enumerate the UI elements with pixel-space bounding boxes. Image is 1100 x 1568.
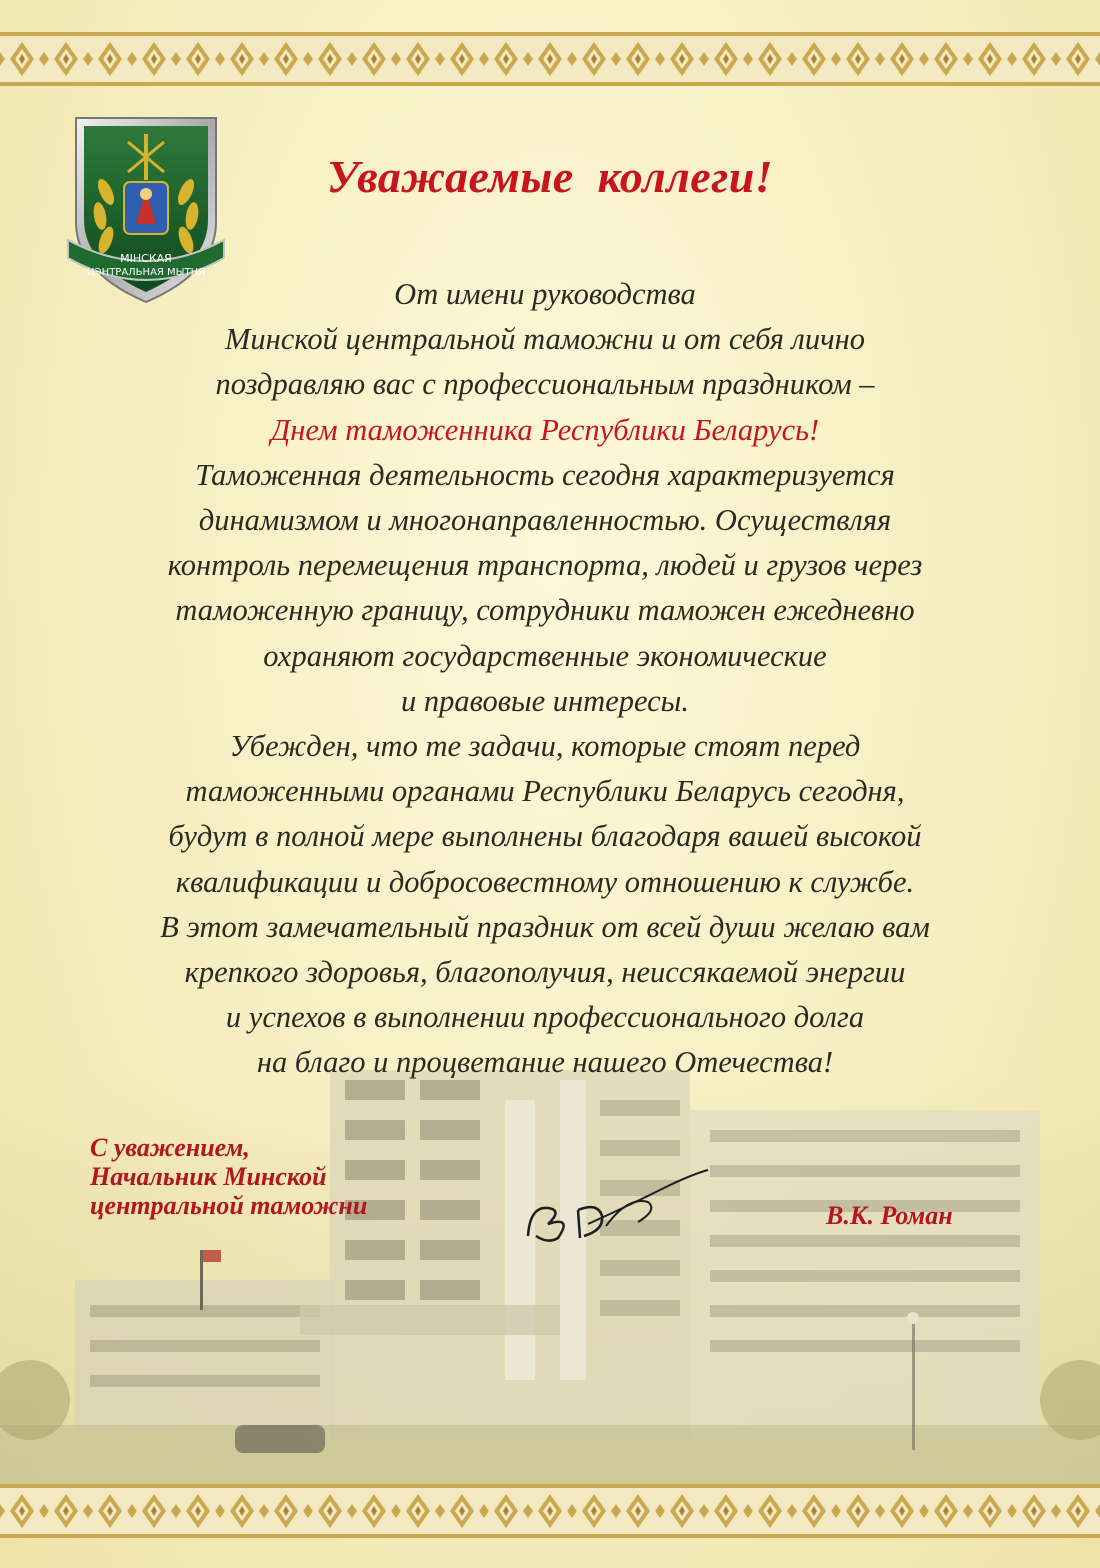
body-line: и правовые интересы. (401, 683, 689, 718)
letter-body (70, 272, 1020, 1086)
body-line: охраняют государственные экономические (263, 638, 827, 673)
body-line: Таможенная деятельность сегодня характеризуется (195, 457, 895, 492)
body-line: поздравляю вас с профессиональным праздником – (215, 367, 875, 402)
body-line: динамизмом и многонаправленностью. Осуществляя (198, 503, 892, 538)
holiday-name-line: Днем таможенника Республики Беларусь! (270, 412, 820, 447)
handwritten-signature (518, 1166, 718, 1246)
letter-title: Уважаемые коллеги! (326, 151, 774, 202)
svg-text:МІНСКАЯ: МІНСКАЯ (120, 252, 172, 265)
svg-text:ЦЭНТРАЛЬНАЯ МЫТНЯ: ЦЭНТРАЛЬНАЯ МЫТНЯ (86, 267, 206, 278)
body-line: контроль перемещения транспорта, людей и грузов через (167, 548, 923, 583)
body-line: квалификации и добросовестному отношению к службе. (175, 864, 915, 899)
closing-text: С уважением, (90, 1133, 250, 1162)
body-line: на благо и процветание нашего Отечества! (256, 1045, 834, 1080)
position-line: центральной таможни (90, 1191, 368, 1220)
body-line: Убежден, что те задачи, которые стоят перед (229, 729, 861, 764)
body-line: таможенную границу, сотрудники таможен ежедневно (175, 593, 915, 628)
body-line: От имени руководства (394, 277, 696, 311)
body-line: Минской центральной таможни и от себя лично (224, 322, 866, 357)
ornament-border-top (0, 32, 1100, 86)
body-line: и успехов в выполнении профессионального долга (225, 1000, 865, 1035)
position-line: Начальник Минской (90, 1162, 327, 1191)
body-line: В этот замечательный праздник от всей души желаю вам (160, 909, 930, 944)
body-line: таможенными органами Республики Беларусь сегодня, (185, 774, 905, 809)
body-line: будут в полной мере выполнены благодаря вашей высокой (168, 819, 922, 854)
signature-block (90, 1133, 470, 1220)
body-line: крепкого здоровья, благополучия, неиссякаемой энергии (184, 955, 906, 990)
signatory-name: В.К. Роман (826, 1201, 953, 1230)
ornament-border-bottom (0, 1484, 1100, 1538)
